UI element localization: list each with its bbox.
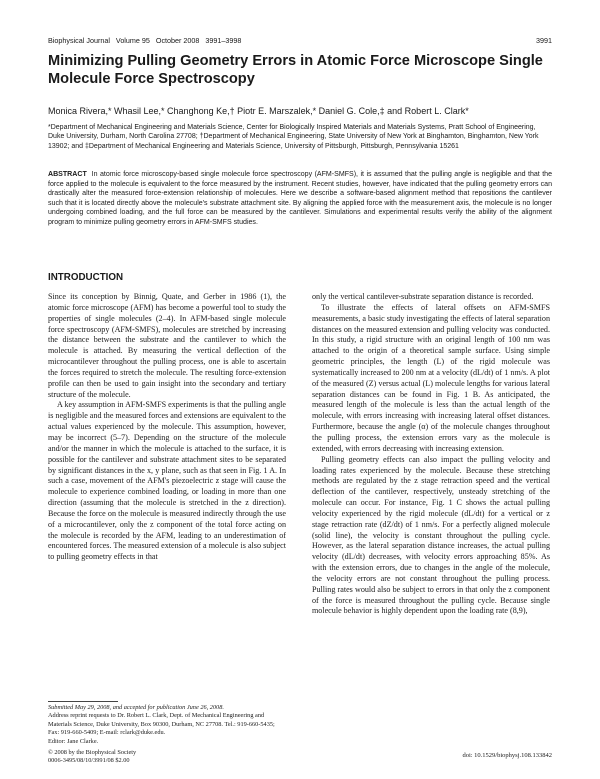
copyright: © 2008 by the Biophysical Society <box>48 749 137 757</box>
right-column <box>312 292 550 617</box>
section-heading: INTRODUCTION <box>48 272 124 283</box>
left-column <box>48 292 286 563</box>
paragraph: To illustrate the effects of lateral offsets on AFM-SMFS measurements, a basic study investigating the effects of lateral separation distances on the measured extension and pulling velocity was conducted. In this study, a rigid structure with an original length of 100 nm was attached to the origin of a theoretical sample surface. Using simple geometric principles, the length (L) of the rigid molecule was systematically increased to 200 nm at a velocity (dL/dt) of 1 nm/s. A plot of the measured (Z) versus actual (L) molecule lengths for various lateral separation distances can be found in Fig. 1 B. As anticipated, the measured length of the molecule is less than the actual length of the molecule, with errors increasing with increasing lateral offset distances. Furthermore, because the angle (α) of the molecule changes throughout the pulling process, the extension errors vary as the molecule is extended, with errors decreasing with increasing extension. <box>312 302 550 453</box>
footnote-divider <box>48 701 118 702</box>
running-head <box>48 36 552 45</box>
article-title: Minimizing Pulling Geometry Errors in Atomic Force Microscope Single Molecule Force Spectroscopy <box>48 53 543 87</box>
abstract-text: In atomic force microscopy-based single molecule force spectroscopy (AFM-SMFS), it is assumed that the pulling angle is negligible and that the force applied to the molecule is equivalent to the force measured by the instrument. Recent studies, however, have indicated that the pulling geometry errors can drastically alter the measured force-extension relationship of molecules. Here we describe a software-based alignment method that repositions the cantilever such that it is located directly above the molecule's substrate attachment site. By aligning the applied force with the measurement axis, the molecule is no longer undergoing combined loading, and the full force can be measured by the cantilever. Simulations and experimental results verify the ability of the alignment program to minimize pulling geometry errors in AFM-SMFS studies. <box>48 171 552 226</box>
footnotes <box>48 704 286 766</box>
abstract-label: ABSTRACT <box>48 171 87 178</box>
journal-citation: Biophysical Journal Volume 95 October 2008 3991–3998 <box>48 36 242 45</box>
affiliations: *Department of Mechanical Engineering and Materials Science, Center for Biologically Inspired Materials and Materials Systems, Pratt School of Engineering, Duke University, Durham, North Carolina 27708; †Department of Mechanical Engineering, State University of New York at Binghamton, Binghamton, New York 13902; and ‡Department of Mechanical Engineering and Materials Science, University of Pittsburgh, Pittsburgh, Pennsylvania 15261 <box>48 124 539 150</box>
reprint-address: Address reprint requests to Dr. Robert L. Clark, Dept. of Mechanical Engineering and Materials Science, Duke University, Box 90300, Durham, NC 27708. Tel.: 919-660-5435; Fax: 919-660-5409; E-mail: rclark@duke.edu. <box>48 712 275 737</box>
abstract <box>48 170 552 227</box>
paragraph: only the vertical cantilever-substrate separation distance is recorded. <box>312 292 534 301</box>
page-number: 3991 <box>536 36 552 45</box>
received-date: Submitted May 29, 2008, and accepted for publication June 26, 2008. <box>48 704 224 711</box>
paragraph: Since its conception by Binnig, Quate, and Gerber in 1986 (1), the atomic force microscope (AFM) has become a powerful tool to study the properties of single molecules (2–4). In AFM-based single molecule force spectroscopy (AFM-SMFS), molecules are stretched by increasing the distance between the substrate and the cantilever to which the molecule is attached. By measuring the vertical deflection of the microcantilever throughout the pulling process, one is able to ascertain the forces required to stretch the molecule. The resulting force-extension profile can then be used to gain insight into the secondary and tertiary structure of the molecule. <box>48 292 286 399</box>
paragraph: Pulling geometry effects can also impact the pulling velocity and loading rates experienced by the molecule. Because these stretching methods are regulated by the z stage retraction speed and the vertical deflection of the cantilever, respectively, unsteady stretching of the molecule can occur. For instance, Fig. 1 C shows the actual pulling velocity experienced by the rigid molecule (dL/dt) for a vertical or z stage retraction rate (dZ/dt) of 1 nm/s. For a perfectly aligned molecule (solid line), the velocity is constant throughout the pulling cycle. However, as the lateral separation distance increases, the actual pulling velocity (dL/dt) decreases, with velocity errors approaching 85%. As with the extension errors, due to changes in the angle of the molecule, the velocity errors are not constant throughout the pulling process. Pulling rates would also be subject to errors in that only the z component of the force is measured throughout the pulling cycle. Because single molecule behavior is highly dependent upon the loading rate (8,9), <box>312 454 550 616</box>
paragraph: A key assumption in AFM-SMFS experiments is that the pulling angle is negligible and the measured forces and extensions are equivalent to the actual values experienced by the molecule. This assumption, however, may be incorrect (5–7). Depending on the structure of the molecule and/or the manner in which the molecule is attached to the surface, it is possible for the cantilever and substrate attachment sites to be separated by significant distances in the x, y plane, such as that seen in Fig. 1 A. In such a case, movement of the AFM's piezoelectric z stage will cause the molecule to experience combined loading, or loading in more than one direction (assuming that the molecule is stretched in the z direction). Because the force on the molecule is measured indirectly through the use of a microcantilever, only the z component of the total force acting on the molecule is recorded by the AFM, leading to an underestimation of encountered forces. The measured extension of a molecule is also subject to pulling geometry effects in that <box>48 400 287 562</box>
issn-code: 0006-3495/08/10/3991/08 $2.00 <box>48 757 130 765</box>
editor-note: Editor: Jane Clarke. <box>48 737 99 745</box>
doi: doi: 10.1529/biophysj.108.133842 <box>462 752 552 759</box>
author-list: Monica Rivera,* Whasil Lee,* Changhong Ke,† Piotr E. Marszalek,* Daniel G. Cole,‡ and Robert L. Clark* <box>48 106 469 116</box>
